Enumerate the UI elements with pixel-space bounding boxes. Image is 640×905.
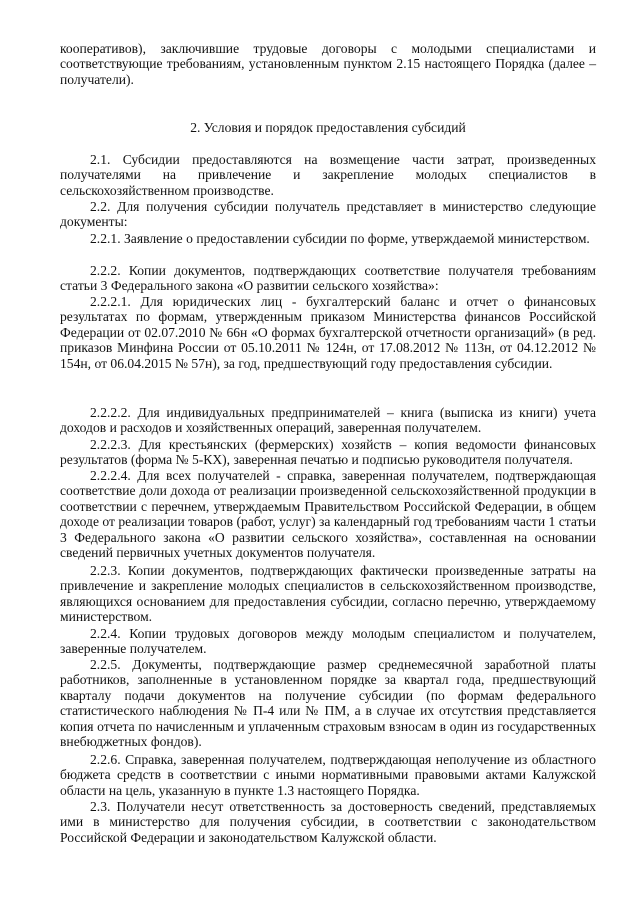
paragraph-2-2-4: 2.2.4. Копии трудовых договоров между молодым специалистом и получателем, заверенные получателем. [60, 626, 596, 657]
paragraph-2-3: 2.3. Получатели несут ответственность за достоверность сведений, представляемых ими в министерство для получения субсидии, в соответствии с законодательством Российской Федерации и законодательством Калужской области. [60, 799, 596, 845]
paragraph-2-1: 2.1. Субсидии предоставляются на возмещение части затрат, произведенных получателями на привлечение и закрепление молодых специалистов в сельскохозяйственном производстве. [60, 152, 596, 198]
section-heading: 2. Условия и порядок предоставления субсидий [190, 120, 466, 135]
paragraph-intro-continuation: кооперативов), заключившие трудовые договоры с молодыми специалистами и соответствующие требованиям, установленным пунктом 2.15 настоящего Порядка (далее – получатели). [60, 41, 596, 87]
paragraph-2-2-2-3: 2.2.2.3. Для крестьянских (фермерских) хозяйств – копия ведомости финансовых результатов (форма № 5-КХ), заверенная печатью и подписью руководителя получателя. [60, 437, 596, 468]
paragraph-2-2-2-2: 2.2.2.2. Для индивидуальных предпринимателей – книга (выписка из книги) учета доходов и расходов и хозяйственных операций, заверенная получателем. [60, 405, 596, 436]
paragraph-2-2-5: 2.2.5. Документы, подтверждающие размер среднемесячной заработной платы работников, заполненные в установленном порядке за квартал года, предшествующий кварталу подачи документов на получение субсидии (по формам федерального статистического наблюдения № П-4 или № ПМ, а в случае их отсутствия представляется копия отчета по начисленным и уплаченным страховым взносам в один из государственных внебюджетных фондов). [60, 657, 596, 750]
paragraph-2-2-3: 2.2.3. Копии документов, подтверждающих фактически произведенные затраты на привлечение и закрепление молодых специалистов в сельскохозяйственном производстве, являющихся основанием для предоставления субсидии, согласно перечню, утверждаемому министерством. [60, 563, 596, 625]
paragraph-2-2-1: 2.2.1. Заявление о предоставлении субсидии по форме, утверждаемой министерством. [90, 231, 590, 246]
paragraph-2-2-6: 2.2.6. Справка, заверенная получателем, подтверждающая неполучение из областного бюджета средств в соответствии с иными нормативными правовыми актами Калужской области на цель, указанную в пункте 1.3 настоящего Порядка. [60, 752, 596, 798]
paragraph-2-2: 2.2. Для получения субсидии получатель представляет в министерство следующие документы: [60, 199, 596, 230]
paragraph-2-2-2-1: 2.2.2.1. Для юридических лиц - бухгалтерский баланс и отчет о финансовых результатах по формам, утвержденным приказом Министерства финансов Российской Федерации от 02.07.2010 № 66н «О формах бухгалтерской отчетности организаций» (в ред. приказов Минфина России от 05.10.2011 № 124н, от 17.08.2012 № 113н, от 04.12.2012 № 154н, от 06.04.2015 № 57н), за год, предшествующий году предоставления субсидии. [60, 294, 596, 371]
paragraph-2-2-2: 2.2.2. Копии документов, подтверждающих соответствие получателя требованиям статьи 3 Федерального закона «О развитии сельского хозяйства»: [60, 263, 596, 294]
paragraph-2-2-2-4: 2.2.2.4. Для всех получателей - справка, заверенная получателем, подтверждающая соответствие доли дохода от реализации произведенной сельскохозяйственной продукции в соответствии с перечнем, утверждаемым Правительством Российской Федерации, в общем доходе от реализации товаров (работ, услуг) за календарный год требованиям части 1 статьи 3 Федерального закона «О развитии сельского хозяйства», составленная на основании сведений первичных учетных документов получателя. [60, 468, 596, 561]
